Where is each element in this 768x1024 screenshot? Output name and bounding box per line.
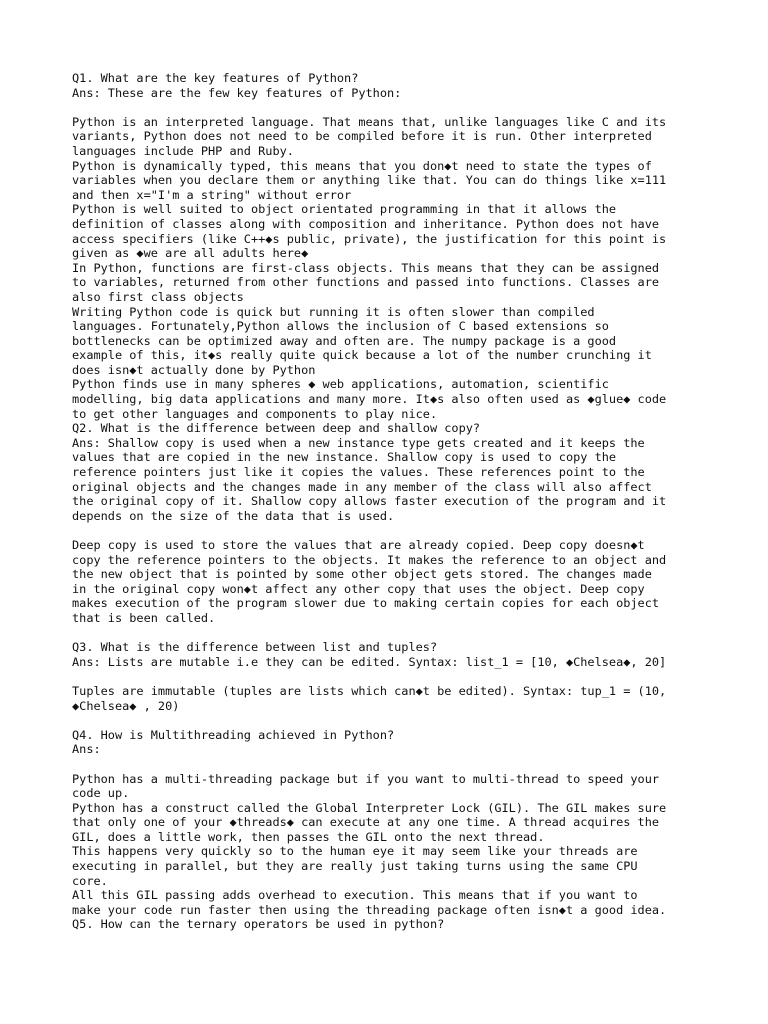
text-line: Python has a construct called the Global Interpreter Lock (GIL). The GIL makes sure bbox=[72, 800, 667, 815]
text-line: Q3. What is the difference between list and tuples? bbox=[72, 640, 438, 655]
text-line: to get other languages and components to play nice. bbox=[72, 406, 438, 421]
text-line: Deep copy is used to store the values that are already copied. Deep copy doesn◆t bbox=[72, 538, 645, 552]
text-line: core. bbox=[72, 873, 108, 888]
text-line: modelling, big data applications and many more. It◆s also often used as ◆glue◆ code bbox=[72, 392, 667, 407]
text-line: Ans: Lists are mutable i.e they can be edited. Syntax: list_1 = [10, ◆Chelsea◆, 20] bbox=[72, 654, 667, 669]
text-line: variants, Python does not need to be compiled before it is run. Other interpreted bbox=[72, 129, 652, 144]
text-line: depends on the size of the data that is used. bbox=[72, 508, 395, 523]
text-line: in the original copy won◆t affect any other copy that uses the object. Deep copy bbox=[72, 581, 645, 596]
text-line: makes execution of the program slower due to making certain copies for each object bbox=[72, 596, 660, 611]
text-line: This happens very quickly so to the human eye it may seem like your threads are bbox=[72, 844, 638, 859]
text-line: Python is an interpreted language. That means that, unlike languages like C and its bbox=[72, 114, 667, 129]
text-line: the original copy of it. Shallow copy allows faster execution of the program and it bbox=[72, 494, 667, 509]
text-line bbox=[72, 757, 712, 772]
text-line: to variables, returned from other functions and passed into functions. Classes are bbox=[72, 275, 660, 290]
text-line: make your code run faster then using the threading package often isn◆t a good idea. bbox=[72, 902, 667, 917]
text-line bbox=[72, 100, 712, 115]
text-line: copy the reference pointers to the objects. It makes the reference to an object and bbox=[72, 552, 667, 567]
text-line bbox=[72, 523, 712, 538]
text-line: All this GIL passing adds overhead to execution. This means that if you want to bbox=[72, 888, 638, 903]
text-line: values that are copied in the new instance. Shallow copy is used to copy the bbox=[72, 450, 617, 465]
text-line: languages include PHP and Ruby. bbox=[72, 143, 294, 158]
text-line: and then x="I'm a string" without error bbox=[72, 187, 352, 202]
text-line: code up. bbox=[72, 786, 130, 801]
text-line: access specifiers (like C++◆s public, private), the justification for this point is bbox=[72, 231, 667, 246]
text-line: Tuples are immutable (tuples are lists which can◆t be edited). Syntax: tup_1 = (10, bbox=[72, 683, 667, 698]
text-line: that is been called. bbox=[72, 610, 216, 625]
text-line: Ans: Shallow copy is used when a new instance type gets created and it keeps the bbox=[72, 435, 645, 450]
text-line: the new object that is pointed by some other object gets stored. The changes made bbox=[72, 567, 652, 582]
text-line: Ans: bbox=[72, 742, 101, 757]
text-line: also first class objects bbox=[72, 289, 244, 304]
text-line: given as ◆we are all adults here◆ bbox=[72, 246, 309, 261]
text-line: Q1. What are the key features of Python? bbox=[72, 71, 359, 85]
text-line: Python finds use in many spheres ◆ web applications, automation, scientific bbox=[72, 377, 609, 392]
text-line: bottlenecks can be optimized away and often are. The numpy package is a good bbox=[72, 333, 617, 348]
text-line: reference pointers just like it copies the values. These references point to the bbox=[72, 465, 645, 480]
text-line: languages. Fortunately,Python allows the inclusion of C based extensions so bbox=[72, 319, 609, 334]
document-page bbox=[72, 71, 712, 932]
text-line: does isn◆t actually done by Python bbox=[72, 362, 316, 377]
text-line bbox=[72, 669, 712, 684]
text-line: Writing Python code is quick but running it is often slower than compiled bbox=[72, 304, 595, 319]
text-line: GIL, does a little work, then passes the GIL onto the next thread. bbox=[72, 829, 545, 844]
text-line: original objects and the changes made in any member of the class will also affect bbox=[72, 479, 652, 494]
text-line: Q4. How is Multithreading achieved in Python? bbox=[72, 727, 395, 742]
text-line: Python is well suited to object orientated programming in that it allows the bbox=[72, 202, 617, 217]
text-line: Q5. How can the ternary operators be used in python? bbox=[72, 917, 445, 932]
text-line: Q2. What is the difference between deep and shallow copy? bbox=[72, 421, 481, 436]
text-line: variables when you declare them or anything like that. You can do things like x=111 bbox=[72, 173, 667, 188]
text-line: Python has a multi-threading package but if you want to multi-thread to speed your bbox=[72, 771, 660, 786]
text-line: ◆Chelsea◆ , 20) bbox=[72, 698, 180, 713]
text-line: example of this, it◆s really quite quick because a lot of the number crunching it bbox=[72, 348, 652, 363]
text-line: executing in parallel, but they are really just taking turns using the same CPU bbox=[72, 859, 638, 874]
text-line bbox=[72, 713, 712, 728]
text-line bbox=[72, 626, 712, 641]
text-line: definition of classes along with composition and inheritance. Python does not have bbox=[72, 216, 660, 231]
text-line: that only one of your ◆threads◆ can execute at any one time. A thread acquires the bbox=[72, 815, 660, 830]
text-line: Ans: These are the few key features of Python: bbox=[72, 85, 402, 100]
text-line: In Python, functions are first-class objects. This means that they can be assigned bbox=[72, 260, 660, 275]
text-line: Python is dynamically typed, this means that you don◆t need to state the types of bbox=[72, 158, 652, 173]
